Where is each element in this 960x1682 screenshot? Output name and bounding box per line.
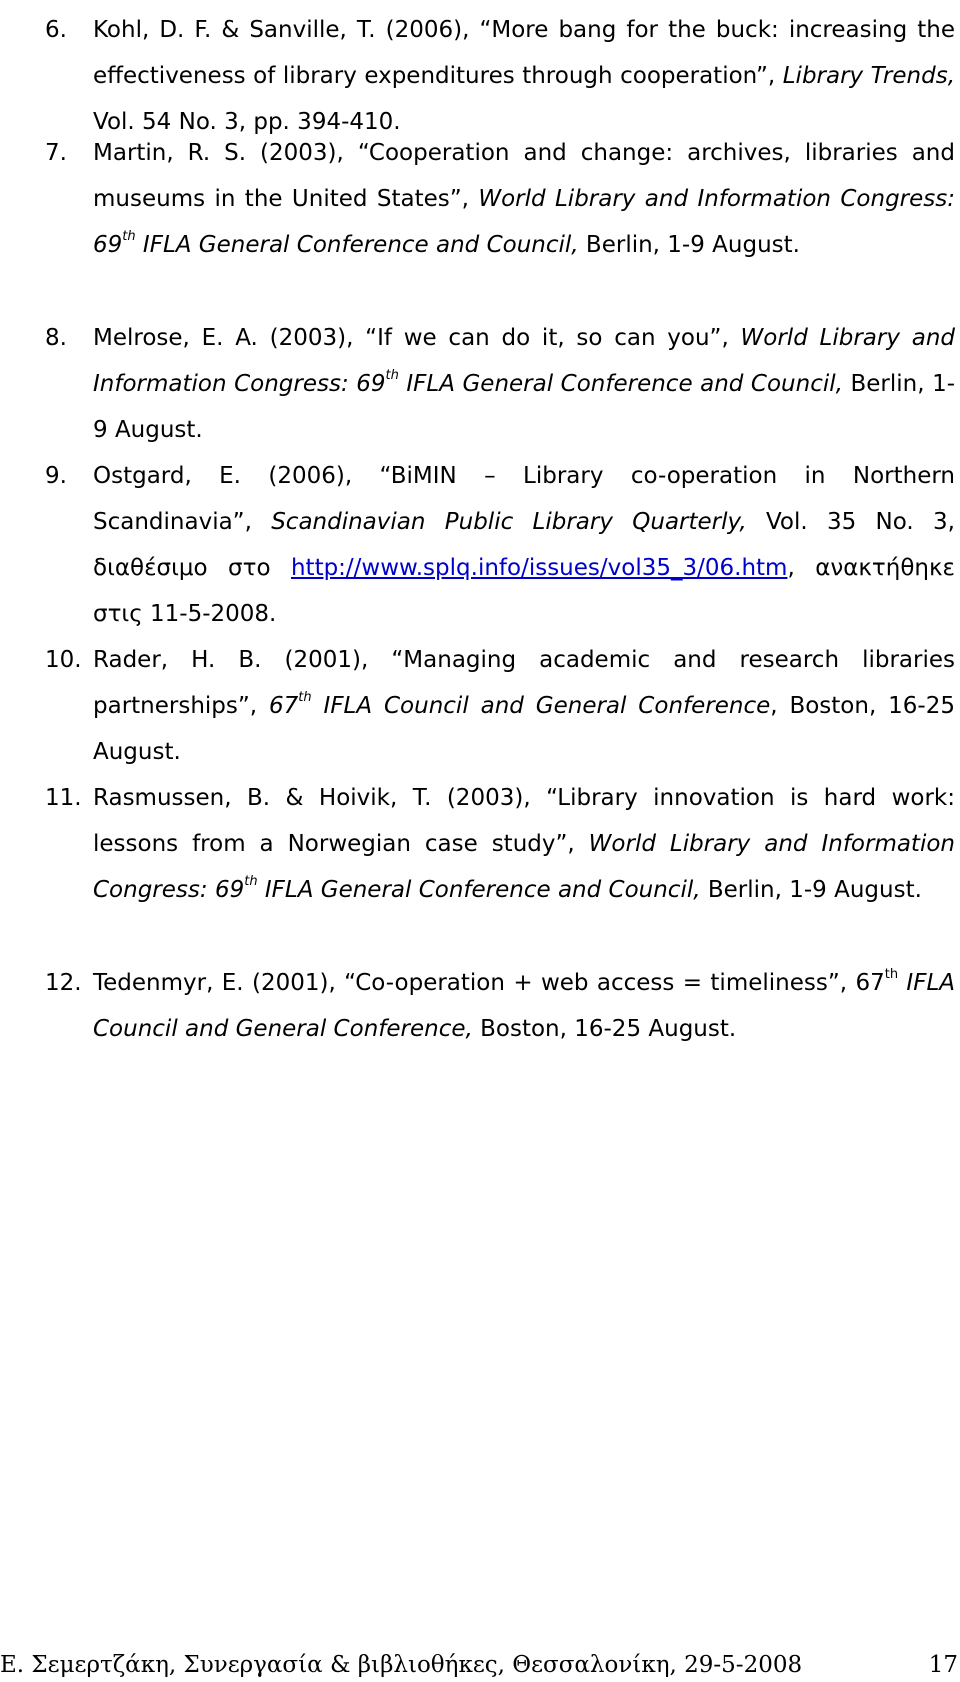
italic-text: Library Trends,	[782, 63, 956, 89]
italic-text: IFLA General Conference and Council,	[135, 232, 579, 258]
reference-number: 9.	[45, 463, 67, 489]
italic-text: IFLA Council and General Conference,	[93, 970, 955, 1042]
ordinal-suffix: th	[244, 874, 258, 890]
italic-text: Scandinavian Public Library Quarterly,	[271, 509, 747, 535]
reference-text-run: , Boston, 16-25 August.	[93, 693, 955, 765]
ordinal-suffix: th	[884, 967, 899, 983]
reference-text-run: Berlin, 1-9 August.	[700, 877, 922, 903]
reference-text	[93, 7, 955, 145]
reference-text	[93, 453, 955, 637]
ordinal-suffix: th	[298, 690, 312, 706]
reference-number: 11.	[45, 785, 82, 811]
italic-text: IFLA General Conference and Council,	[257, 877, 701, 903]
footer-citation: Ε. Σεμερτζάκη, Συνεργασία & βιβλιοθήκες, Θεσσαλονίκη, 29-5-2008	[0, 1652, 803, 1678]
page-number: 17	[928, 1652, 958, 1678]
reference-text	[93, 960, 955, 1052]
italic-text: World Library and Information Congress: 69	[93, 186, 955, 258]
italic-text: World Library and Information Congress: 69	[93, 831, 955, 903]
reference-text-run: Melrose, E. A. (2003), “If we can do it, so can you”,	[93, 325, 741, 351]
italic-text: World Library and Information Congress: 69	[93, 325, 955, 397]
reference-number: 10.	[45, 647, 82, 673]
reference-number: 8.	[45, 325, 67, 351]
reference-text-run: Berlin, 1-9 August.	[578, 232, 800, 258]
reference-text-run: Berlin, 1-9 August.	[93, 371, 956, 443]
reference-text-run: Rader, H. B. (2001), “Managing academic and research libraries partnerships”,	[93, 647, 955, 719]
reference-text-run: Kohl, D. F. & Sanville, T. (2006), “More bang for the buck: increasing the effectiveness of library expenditures through cooperation”,	[93, 17, 955, 89]
reference-text-run: Ostgard, E. (2006), “BiMIN – Library co-operation in Northern Scandinavia”,	[93, 463, 955, 535]
ordinal-suffix: th	[122, 229, 136, 245]
reference-number: 7.	[45, 140, 67, 166]
reference-text	[93, 637, 955, 775]
italic-text: 67	[269, 693, 299, 719]
reference-text-run: Rasmussen, B. & Hoivik, T. (2003), “Library innovation is hard work: lessons from a Norwegian case study”,	[93, 785, 955, 857]
italic-text: IFLA Council and General Conference	[311, 693, 771, 719]
reference-number: 6.	[45, 17, 67, 43]
reference-text-run: Martin, R. S. (2003), “Cooperation and change: archives, libraries and museums in the United States”,	[93, 140, 955, 212]
reference-text	[93, 775, 955, 913]
page-footer	[0, 1648, 960, 1682]
reference-text	[93, 315, 955, 453]
ordinal-suffix: th	[385, 368, 399, 384]
reference-text-run: Tedenmyr, E. (2001), “Co-operation + web access = timeliness”, 67	[93, 970, 885, 996]
reference-text	[93, 130, 955, 268]
reference-text-run: Vol. 54 No. 3, pp. 394-410.	[93, 109, 401, 135]
reference-number: 12.	[45, 970, 82, 996]
reference-text-run: , ανακτήθηκε στις 11-5-2008.	[93, 555, 955, 627]
reference-text-run: Boston, 16-25 August.	[472, 1016, 737, 1042]
italic-text: IFLA General Conference and Council,	[398, 371, 843, 397]
reference-link[interactable]: http://www.splq.info/issues/vol35_3/06.htm	[290, 555, 788, 581]
reference-text-run: Vol. 35 No. 3, διαθέσιμο στο	[93, 509, 955, 581]
